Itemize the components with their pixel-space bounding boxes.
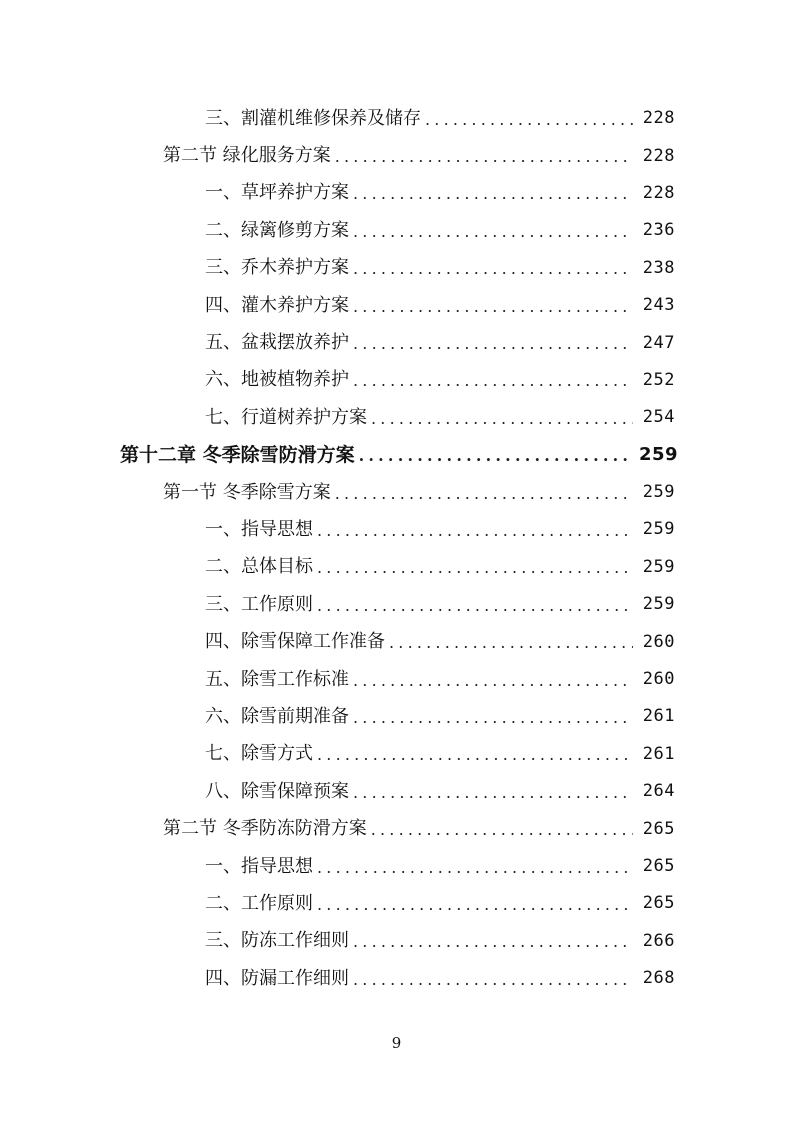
toc-entry-page: 228 [642,182,675,203]
toc-entry-title: 六、除雪前期准备 [205,705,349,727]
toc-entry-title: 二、工作原则 [205,892,313,914]
toc-entry-page: 259 [642,594,675,615]
toc-entry-page: 259 [642,556,675,577]
dot-leader [353,785,633,801]
toc-entry[interactable] [0,250,793,287]
toc-entry-title: 二、绿篱修剪方案 [205,219,349,241]
toc-entry[interactable] [0,623,793,660]
toc-entry[interactable] [0,810,793,847]
toc-entry-page: 259 [642,519,675,540]
toc-entry-title: 八、除雪保障预案 [205,780,349,802]
toc-entry[interactable] [0,474,793,511]
toc-entry[interactable] [0,923,793,960]
toc-entry-title: 第十二章 冬季除雪防滑方案 [120,443,355,466]
toc-entry[interactable] [0,511,793,548]
toc-entry-page: 260 [642,669,675,690]
toc-entry-page: 236 [642,220,675,241]
toc-entry[interactable] [0,212,793,249]
toc-entry-page: 252 [642,369,675,390]
toc-entry-page: 268 [642,968,675,989]
toc-entry-title: 一、指导思想 [205,518,313,540]
toc-entry[interactable] [0,137,793,174]
dot-leader [353,186,633,202]
toc-entry[interactable] [0,586,793,623]
toc-entry-page: 266 [642,930,675,951]
toc-entry-title: 四、除雪保障工作准备 [205,631,385,653]
toc-entry-page: 228 [642,145,675,166]
toc-entry-page: 261 [642,743,675,764]
dot-leader [353,972,633,988]
toc-entry-page: 265 [642,818,675,839]
toc-entry[interactable] [0,399,793,436]
dot-leader [371,411,633,427]
toc-entry-title: 四、防漏工作细则 [205,967,349,989]
toc-entry-title: 第一节 冬季除雪方案 [163,481,331,503]
toc-entry-title: 七、行道树养护方案 [205,406,367,428]
dot-leader [353,934,633,950]
toc-entry-title: 六、地被植物养护 [205,369,349,391]
toc-entry-page: 238 [642,257,675,278]
toc-entry-title: 二、总体目标 [205,556,313,578]
toc-entry-page: 259 [642,482,675,503]
dot-leader [353,373,633,389]
toc-entry-page: 265 [642,856,675,876]
toc-entry-page: 265 [642,893,675,914]
toc-entry[interactable] [0,848,793,885]
dot-leader [317,560,633,576]
dot-leader [353,673,633,689]
dot-leader [317,897,633,913]
toc-entry[interactable] [0,324,793,361]
dot-leader [335,486,633,502]
toc-entry[interactable] [0,362,793,399]
toc-entry-page: 264 [642,781,675,802]
toc-entry-title: 五、盆栽摆放养护 [205,332,349,354]
toc-chapter-entry[interactable] [0,437,793,474]
dot-leader [353,299,633,315]
toc-entry[interactable] [0,885,793,922]
toc-entry-page: 259 [639,444,679,466]
dot-leader [317,598,633,614]
dot-leader [353,261,633,277]
page-number: 9 [391,1034,402,1052]
toc-entry[interactable] [0,175,793,212]
toc-entry-title: 三、乔木养护方案 [205,257,349,279]
dot-leader [359,448,633,464]
toc-entry-title: 三、割灌机维修保养及储存 [205,107,421,129]
table-of-contents [0,100,793,997]
toc-entry-title: 五、除雪工作标准 [205,668,349,690]
toc-entry-title: 七、除雪方式 [205,743,313,765]
toc-entry-title: 一、草坪养护方案 [205,182,349,204]
toc-entry-title: 第二节 冬季防冻防滑方案 [163,818,367,840]
dot-leader [353,336,633,352]
toc-entry-title: 第二节 绿化服务方案 [163,145,331,167]
toc-entry[interactable] [0,549,793,586]
dot-leader [317,523,633,539]
toc-entry-title: 四、灌木养护方案 [205,294,349,316]
toc-entry[interactable] [0,100,793,137]
dot-leader [317,860,633,876]
toc-entry-title: 三、工作原则 [205,593,313,615]
toc-entry[interactable] [0,736,793,773]
toc-entry[interactable] [0,287,793,324]
toc-entry-title: 一、指导思想 [205,855,313,877]
toc-entry-page: 261 [642,706,675,727]
toc-entry-page: 247 [642,332,675,353]
toc-entry-page: 260 [642,631,675,652]
toc-entry-title: 三、防冻工作细则 [205,930,349,952]
toc-entry[interactable] [0,661,793,698]
dot-leader [389,635,633,651]
dot-leader [335,149,633,165]
dot-leader [353,710,633,726]
toc-entry-page: 243 [642,295,675,316]
toc-entry-page: 254 [642,407,675,428]
dot-leader [371,822,633,838]
toc-entry[interactable] [0,698,793,735]
dot-leader [317,747,633,763]
toc-entry[interactable] [0,773,793,810]
toc-entry-page: 228 [642,108,675,129]
dot-leader [425,112,633,128]
dot-leader [353,224,633,240]
toc-entry[interactable] [0,960,793,997]
